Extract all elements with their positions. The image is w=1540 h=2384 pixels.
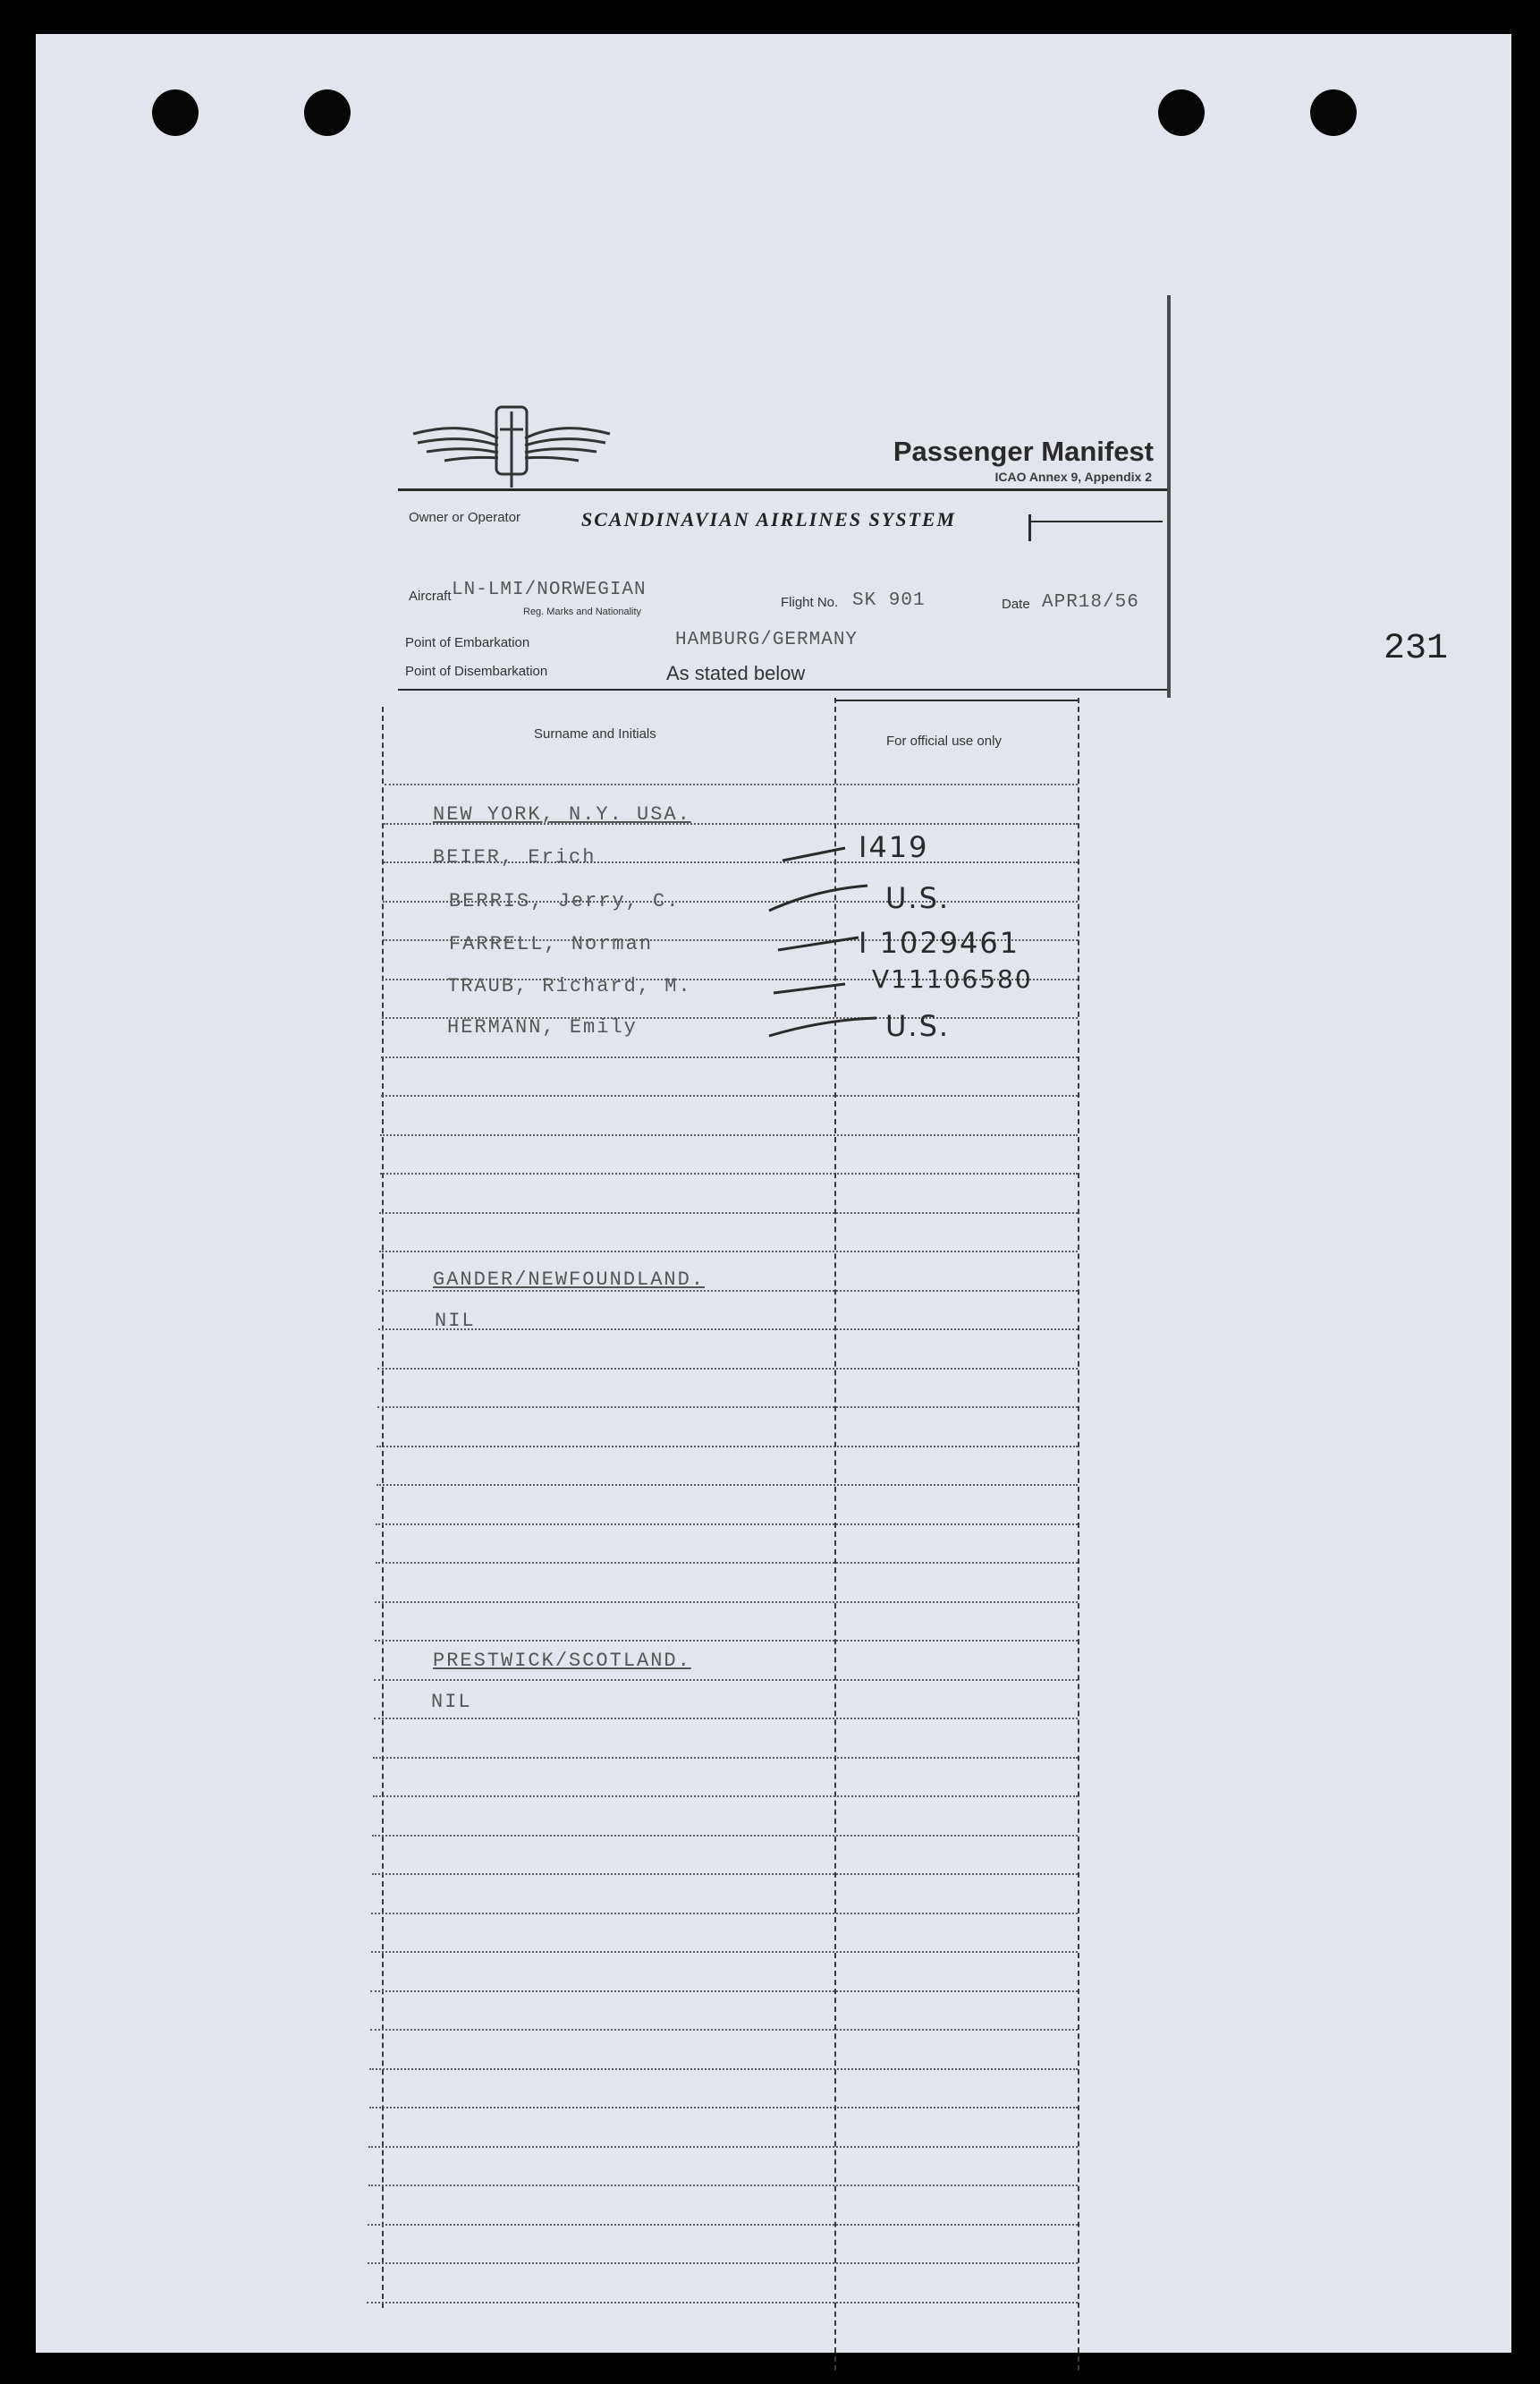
- table-row-rule: [380, 1134, 1078, 1136]
- table-row-rule: [372, 1873, 1078, 1875]
- table-row-rule: [371, 1913, 1078, 1914]
- table-row-rule: [373, 1757, 1078, 1759]
- disembarkation-value: As stated below: [666, 662, 806, 684]
- flight-value: SK 901: [852, 590, 926, 611]
- table-row-rule: [385, 784, 1078, 785]
- form-subtitle: ICAO Annex 9, Appendix 2: [994, 470, 1152, 484]
- table-row-rule: [377, 1484, 1078, 1486]
- table-row-rule: [378, 1328, 1078, 1330]
- table-row-rule: [375, 1640, 1078, 1642]
- form-title: Passenger Manifest: [893, 436, 1154, 467]
- official-entry: V11106580: [872, 964, 1033, 994]
- table-header-top: [834, 700, 1078, 701]
- owner-value: SCANDINAVIAN AIRLINES SYSTEM: [581, 508, 957, 530]
- col-header-name: Surname and Initials: [534, 726, 656, 742]
- check-strokes: [760, 832, 939, 1056]
- passenger-name: HERMANN, Emily: [447, 1016, 638, 1039]
- table-row-rule: [379, 1251, 1078, 1252]
- passenger-name: BEIER, Erich: [433, 846, 597, 869]
- passenger-name: NIL: [435, 1310, 476, 1332]
- table-row-rule: [370, 1990, 1078, 1992]
- destination-heading: GANDER/NEWFOUNDLAND.: [433, 1268, 706, 1291]
- table-row-rule: [372, 1835, 1078, 1837]
- embarkation-value: HAMBURG/GERMANY: [675, 630, 859, 650]
- table-row-rule: [373, 1795, 1078, 1797]
- table-row-rule: [369, 2068, 1078, 2070]
- disembarkation-label: Point of Disembarkation: [405, 664, 548, 679]
- passenger-name: TRAUB, Richard, M.: [447, 975, 692, 997]
- passenger-name: NIL: [431, 1691, 472, 1713]
- date-label: Date: [1002, 597, 1030, 612]
- destination-heading: PRESTWICK/SCOTLAND.: [433, 1650, 691, 1672]
- table-row-rule: [367, 2302, 1078, 2303]
- table-row-rule: [368, 2146, 1078, 2148]
- table-row-rule: [368, 2185, 1078, 2186]
- page-number: 231: [1383, 629, 1449, 669]
- official-entry: I 1029461: [859, 926, 1020, 960]
- passenger-name: BERRIS, Jerry, C.: [449, 890, 681, 912]
- aircraft-value: LN-LMI/NORWEGIAN: [452, 580, 647, 600]
- table-row-rule: [379, 1212, 1078, 1214]
- table-row-rule: [371, 1951, 1078, 1953]
- owner-label: Owner or Operator: [409, 510, 521, 525]
- official-entry: I419: [859, 830, 929, 864]
- date-value: APR18/56: [1042, 592, 1139, 613]
- table-row-rule: [375, 1601, 1078, 1603]
- col-header-official: For official use only: [886, 734, 1002, 749]
- aircraft-sublabel: Reg. Marks and Nationality: [523, 607, 642, 617]
- embarkation-label: Point of Embarkation: [405, 635, 530, 650]
- table-row-rule: [377, 1446, 1078, 1447]
- table-row-rule: [374, 1679, 1078, 1681]
- table-row-rule: [380, 1173, 1078, 1175]
- table-row-rule: [376, 1523, 1078, 1525]
- passenger-name: FARRELL, Norman: [449, 933, 654, 955]
- destination-heading: NEW YORK, N.Y. USA.: [433, 803, 691, 826]
- table-row-rule: [377, 1368, 1078, 1370]
- table-row-rule: [374, 1718, 1078, 1719]
- official-entry: U.S.: [885, 1009, 951, 1043]
- table-row-rule: [377, 1406, 1078, 1408]
- table-row-rule: [381, 1056, 1078, 1058]
- table-row-rule: [369, 2107, 1078, 2108]
- aircraft-label: Aircraft: [409, 589, 452, 604]
- table-row-rule: [368, 2224, 1078, 2226]
- table-row-rule: [370, 2029, 1078, 2031]
- table-right-border: [1078, 698, 1079, 2371]
- table-row-rule: [381, 1095, 1078, 1097]
- table-row-rule: [368, 2262, 1078, 2264]
- official-entry: U.S.: [885, 881, 951, 915]
- table-row-rule: [376, 1562, 1078, 1564]
- flight-label: Flight No.: [781, 595, 839, 610]
